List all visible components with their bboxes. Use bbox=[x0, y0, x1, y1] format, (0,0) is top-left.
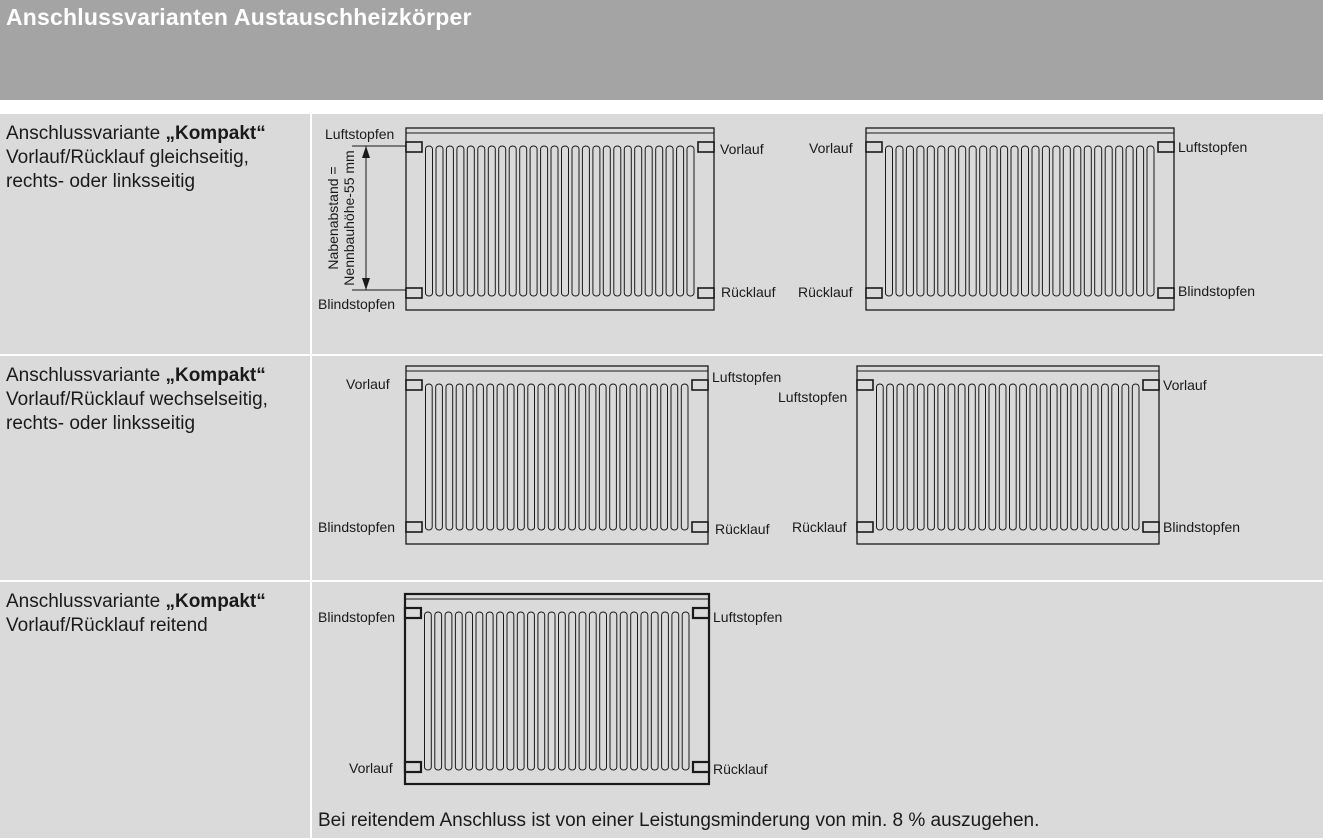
radiator-diagram-3-1 bbox=[318, 594, 782, 784]
connection-plug bbox=[698, 288, 714, 298]
connection-plug bbox=[406, 522, 422, 532]
label-bottom-left: Vorlauf bbox=[349, 760, 393, 776]
radiator-frame bbox=[406, 128, 714, 310]
label-top-right: Vorlauf bbox=[1163, 377, 1207, 393]
connection-plug bbox=[866, 288, 882, 298]
variant-line-3: rechts- oder linksseitig bbox=[6, 413, 196, 434]
label-bottom-right: Rücklauf bbox=[721, 284, 776, 300]
dimension-label-line-1: Nabenabstand = bbox=[325, 166, 341, 270]
connection-plug bbox=[1158, 288, 1174, 298]
variant-prefix: Anschlussvariante bbox=[6, 591, 166, 612]
label-top-right: Luftstopfen bbox=[1178, 139, 1248, 155]
variant-name: „Kompakt“ bbox=[165, 365, 266, 386]
performance-note: Bei reitendem Anschluss ist von einer Leistungsminderung von min. 8 % auszugehen. bbox=[318, 810, 1040, 831]
row-2-diagrams bbox=[312, 356, 1323, 580]
radiator-diagram-2-1 bbox=[318, 366, 781, 544]
radiator-fins bbox=[886, 146, 1155, 296]
page-title: Anschlussvarianten Austauschheizkörper bbox=[6, 4, 472, 30]
dimension-label-line-2: Nennbauhöhe-55 mm bbox=[341, 150, 357, 286]
connection-plug bbox=[1158, 142, 1174, 152]
label-bottom-right: Blindstopfen bbox=[1178, 283, 1256, 299]
label-bottom-right: Blindstopfen bbox=[1163, 519, 1241, 535]
row-1-diagrams bbox=[312, 114, 1323, 354]
label-bottom-left: Blindstopfen bbox=[318, 296, 396, 312]
radiator-diagram-1-2 bbox=[798, 128, 1255, 310]
row-3-description bbox=[6, 590, 266, 638]
label-top-left: Vorlauf bbox=[346, 376, 390, 392]
row-3-diagrams bbox=[312, 582, 1323, 796]
connection-plug bbox=[692, 380, 708, 390]
label-bottom-left: Blindstopfen bbox=[318, 519, 396, 535]
connection-plug bbox=[1143, 522, 1159, 532]
radiator-fins bbox=[877, 384, 1140, 530]
connection-plug bbox=[693, 762, 709, 772]
connection-plug bbox=[857, 380, 873, 390]
page-header bbox=[0, 0, 1323, 100]
connection-plug bbox=[1143, 380, 1159, 390]
connection-plug bbox=[406, 142, 422, 152]
label-top-left: Blindstopfen bbox=[318, 609, 396, 625]
label-top-left: Luftstopfen bbox=[778, 389, 848, 405]
radiator-frame bbox=[866, 128, 1174, 310]
connection-plug bbox=[406, 380, 422, 390]
variant-prefix: Anschlussvariante bbox=[6, 123, 166, 144]
variant-line-2: Vorlauf/Rücklauf reitend bbox=[6, 615, 208, 636]
radiator-frame bbox=[405, 594, 709, 784]
connection-plug bbox=[693, 608, 709, 618]
radiator-fins bbox=[425, 612, 690, 770]
row-1-description bbox=[6, 122, 266, 194]
variant-name: „Kompakt“ bbox=[165, 123, 266, 144]
label-bottom-left: Rücklauf bbox=[798, 284, 853, 300]
label-top-left: Vorlauf bbox=[809, 140, 853, 156]
variant-line-3: rechts- oder linksseitig bbox=[6, 171, 196, 192]
radiator-diagram-1-1 bbox=[318, 126, 776, 312]
connection-plug bbox=[857, 522, 873, 532]
label-bottom-right: Rücklauf bbox=[715, 521, 770, 537]
connection-plug bbox=[405, 608, 421, 618]
label-top-right: Luftstopfen bbox=[712, 369, 782, 385]
radiator-fins bbox=[426, 146, 695, 296]
label-bottom-left: Rücklauf bbox=[792, 519, 847, 535]
variant-name: „Kompakt“ bbox=[165, 591, 266, 612]
radiator-fins bbox=[426, 384, 689, 530]
variant-line-2: Vorlauf/Rücklauf gleichseitig, bbox=[6, 147, 249, 168]
variant-line-2: Vorlauf/Rücklauf wechselseitig, bbox=[6, 389, 268, 410]
dimension-arrow bbox=[352, 146, 406, 290]
label-top-left: Luftstopfen bbox=[325, 126, 395, 142]
label-top-right: Luftstopfen bbox=[713, 609, 783, 625]
radiator-frame bbox=[857, 366, 1159, 544]
connection-plug bbox=[698, 142, 714, 152]
connection-plug bbox=[692, 522, 708, 532]
connection-plug bbox=[866, 142, 882, 152]
radiator-frame bbox=[406, 366, 708, 544]
row-2-description bbox=[6, 364, 268, 436]
label-bottom-right: Rücklauf bbox=[713, 761, 768, 777]
connection-plug bbox=[406, 288, 422, 298]
label-top-right: Vorlauf bbox=[720, 141, 764, 157]
connection-plug bbox=[405, 762, 421, 772]
radiator-diagram-2-2 bbox=[778, 366, 1240, 544]
variant-prefix: Anschlussvariante bbox=[6, 365, 166, 386]
